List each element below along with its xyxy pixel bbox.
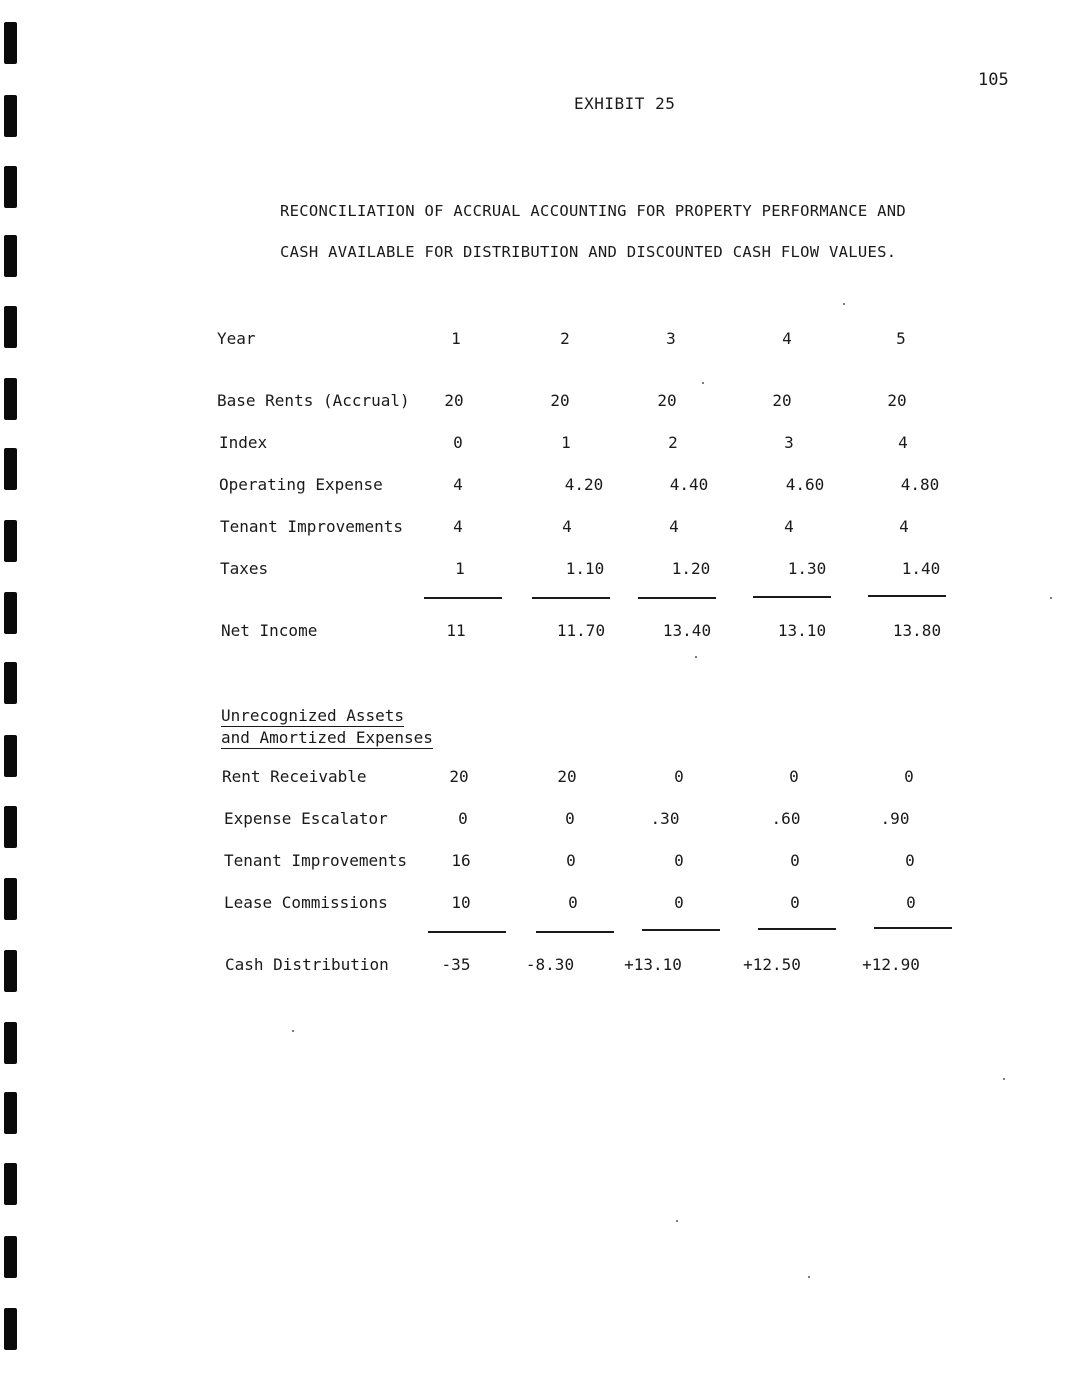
table-cell: 4	[562, 517, 572, 536]
row-label: Base Rents (Accrual)	[217, 391, 410, 410]
binding-hole	[4, 235, 17, 277]
table-cell: 20	[449, 767, 469, 786]
scan-speck	[808, 1276, 810, 1278]
table-cell: 2	[668, 433, 678, 452]
table-cell: 0	[453, 433, 463, 452]
table-cell: 20	[772, 391, 792, 410]
table-row	[0, 433, 1068, 457]
binding-hole	[4, 166, 17, 208]
row-label: Tenant Improvements	[224, 851, 408, 870]
row-label: Tenant Improvements	[220, 517, 404, 536]
scan-speck	[1050, 597, 1052, 599]
total-rule	[424, 597, 502, 599]
table-cell: 4	[453, 475, 463, 494]
scan-speck	[1003, 1078, 1005, 1080]
total-rule	[428, 931, 506, 933]
table-cell: 4	[453, 517, 463, 536]
section-heading-line-1: Unrecognized Assets	[221, 706, 405, 725]
row-label: Rent Receivable	[222, 767, 367, 786]
table-cell: .90	[880, 809, 910, 828]
table-cell: 0	[905, 851, 915, 870]
total-rule	[753, 596, 831, 598]
row-label: Lease Commissions	[224, 893, 388, 912]
table-row	[0, 809, 1068, 833]
table-cell: +12.50	[743, 955, 801, 974]
table-cell: 0	[674, 767, 684, 786]
heading-line-1: RECONCILIATION OF ACCRUAL ACCOUNTING FOR PROPERTY PERFORMANCE AND	[280, 202, 907, 220]
table-cell: 4.80	[900, 475, 940, 494]
heading-line-2: CASH AVAILABLE FOR DISTRIBUTION AND DISCOUNTED CASH FLOW VALUES.	[280, 243, 897, 261]
table-row	[0, 517, 1068, 541]
table-row	[0, 391, 1068, 415]
row-label: Net Income	[221, 621, 318, 640]
table-cell: 0	[674, 893, 684, 912]
table-cell: 13.40	[662, 621, 712, 640]
table-cell: +13.10	[624, 955, 682, 974]
table-row	[0, 851, 1068, 875]
table-cell: 4	[898, 433, 908, 452]
row-label: Cash Distribution	[225, 955, 389, 974]
table-cell: 4.20	[564, 475, 604, 494]
binding-hole	[4, 662, 17, 704]
exhibit-title: EXHIBIT 25	[574, 94, 676, 113]
table-cell: 11.70	[556, 621, 606, 640]
table-cell: 13.80	[892, 621, 942, 640]
table-cell: 13.10	[777, 621, 827, 640]
table-row	[0, 767, 1068, 791]
total-rule	[642, 929, 720, 931]
table-cell: 0	[906, 893, 916, 912]
table-cell: 4	[899, 517, 909, 536]
scan-speck	[676, 1220, 678, 1222]
net-income-row	[0, 621, 1068, 645]
row-label: Expense Escalator	[224, 809, 388, 828]
scan-speck	[843, 303, 845, 305]
binding-holes	[0, 0, 20, 1380]
year-cell: 3	[666, 329, 676, 348]
binding-hole	[4, 95, 17, 137]
table-row	[0, 475, 1068, 499]
table-cell: +12.90	[862, 955, 920, 974]
total-rule	[536, 931, 614, 933]
scan-speck	[292, 1030, 294, 1032]
year-cell: 1	[451, 329, 461, 348]
table-cell: 0	[568, 893, 578, 912]
table-cell: 11	[446, 621, 466, 640]
total-rule	[758, 928, 836, 930]
table-cell: 10	[451, 893, 471, 912]
table-cell: 20	[444, 391, 464, 410]
table-cell: 0	[458, 809, 468, 828]
table-cell: -35	[441, 955, 471, 974]
row-label: Index	[219, 433, 268, 452]
table-row	[0, 893, 1068, 917]
total-rule	[868, 595, 946, 597]
table-cell: 0	[566, 851, 576, 870]
table-cell: 0	[789, 767, 799, 786]
year-cell: 2	[560, 329, 570, 348]
table-cell: 1.30	[787, 559, 827, 578]
table-cell: 4	[784, 517, 794, 536]
row-label: Operating Expense	[219, 475, 383, 494]
table-cell: 4	[669, 517, 679, 536]
year-row	[0, 329, 1068, 353]
page-number: 105	[978, 70, 1009, 90]
row-label: Taxes	[220, 559, 269, 578]
table-cell: 20	[887, 391, 907, 410]
table-cell: 0	[790, 851, 800, 870]
cash-distribution-row	[0, 955, 1068, 979]
table-cell: 4.60	[785, 475, 825, 494]
scan-speck	[695, 656, 697, 658]
section-heading	[221, 705, 433, 749]
binding-hole	[4, 1163, 17, 1205]
table-cell: 3	[784, 433, 794, 452]
total-rule	[638, 597, 716, 599]
binding-hole	[4, 1308, 17, 1350]
binding-hole	[4, 22, 17, 64]
binding-hole	[4, 1022, 17, 1064]
year-cell: 4	[782, 329, 792, 348]
table-row	[0, 559, 1068, 583]
table-cell: 20	[557, 767, 577, 786]
table-cell: 0	[790, 893, 800, 912]
year-cell: 5	[896, 329, 906, 348]
table-cell: 1	[455, 559, 465, 578]
table-cell: 20	[550, 391, 570, 410]
total-rule	[532, 597, 610, 599]
table-cell: -8.30	[525, 955, 575, 974]
table-cell: 20	[657, 391, 677, 410]
table-cell: 1.20	[671, 559, 711, 578]
table-cell: 1.10	[565, 559, 605, 578]
scan-speck	[702, 382, 704, 384]
total-rule	[874, 927, 952, 929]
table-cell: 4.40	[669, 475, 709, 494]
binding-hole	[4, 1236, 17, 1278]
row-label: Year	[217, 329, 256, 348]
binding-hole	[4, 1092, 17, 1134]
table-cell: 16	[451, 851, 471, 870]
table-cell: 0	[674, 851, 684, 870]
table-cell: .30	[650, 809, 680, 828]
table-cell: .60	[771, 809, 801, 828]
table-cell: 1.40	[901, 559, 941, 578]
table-cell: 0	[565, 809, 575, 828]
table-cell: 0	[904, 767, 914, 786]
table-cell: 1	[561, 433, 571, 452]
section-heading-line-2: and Amortized Expenses	[221, 728, 433, 747]
